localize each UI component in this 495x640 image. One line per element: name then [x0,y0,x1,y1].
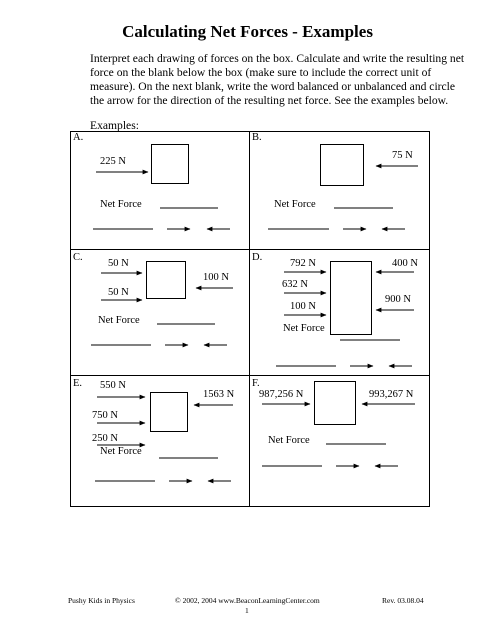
panel-f-force-1: 987,256 N [259,389,304,400]
panel-d-letter: D. [252,252,263,263]
panel-e-net-force-label: Net Force [100,446,142,457]
panel-e-letter: E. [73,378,83,389]
panel-c-force-2: 50 N [108,287,129,298]
panel-f-force-2: 993,267 N [369,389,414,400]
panel-e-force-2: 750 N [92,410,118,421]
panel-d-force-5: 900 N [385,294,411,305]
panel-c-force-1: 50 N [108,258,129,269]
page-title: Calculating Net Forces - Examples [122,22,373,41]
panel-f-letter: F. [252,378,260,389]
panel-e-force-4: 1563 N [203,389,235,400]
footer-left: Pushy Kids in Physics [68,596,135,605]
panel-a-net-force-label: Net Force [100,199,142,210]
examples-label: Examples: [90,119,139,132]
panel-f-net-force-label: Net Force [268,435,310,446]
panel-d-force-3: 100 N [290,301,316,312]
panel-a-force-1: 225 N [100,156,126,167]
page-number: 1 [245,606,249,615]
panel-a-letter: A. [73,132,84,143]
panel-d-force-1: 792 N [290,258,316,269]
panel-b-letter: B. [252,132,262,143]
footer-center: © 2002, 2004 www.BeaconLearningCenter.com [175,596,320,605]
panel-d-force-2: 632 N [282,279,308,290]
panel-d-net-force-label: Net Force [283,323,325,334]
panel-b-force-1: 75 N [392,150,413,161]
panel-c-net-force-label: Net Force [98,315,140,326]
footer-right: Rev. 03.08.04 [382,596,424,605]
panel-e-force-3: 250 N [92,433,118,444]
panel-c-force-3: 100 N [203,272,229,283]
panel-c-letter: C. [73,252,83,263]
panel-d-force-4: 400 N [392,258,418,269]
instructions: Interpret each drawing of forces on the box. Calculate and write the resulting net force on the blank below the box (make sure to include the correct unit of measure). On the next blank, write the word balanced or unbalanced and circle the arrow for the direction of the resulting net force. See the examples below. [90,52,465,107]
panel-e-force-1: 550 N [100,380,126,391]
panel-b-net-force-label: Net Force [274,199,316,210]
